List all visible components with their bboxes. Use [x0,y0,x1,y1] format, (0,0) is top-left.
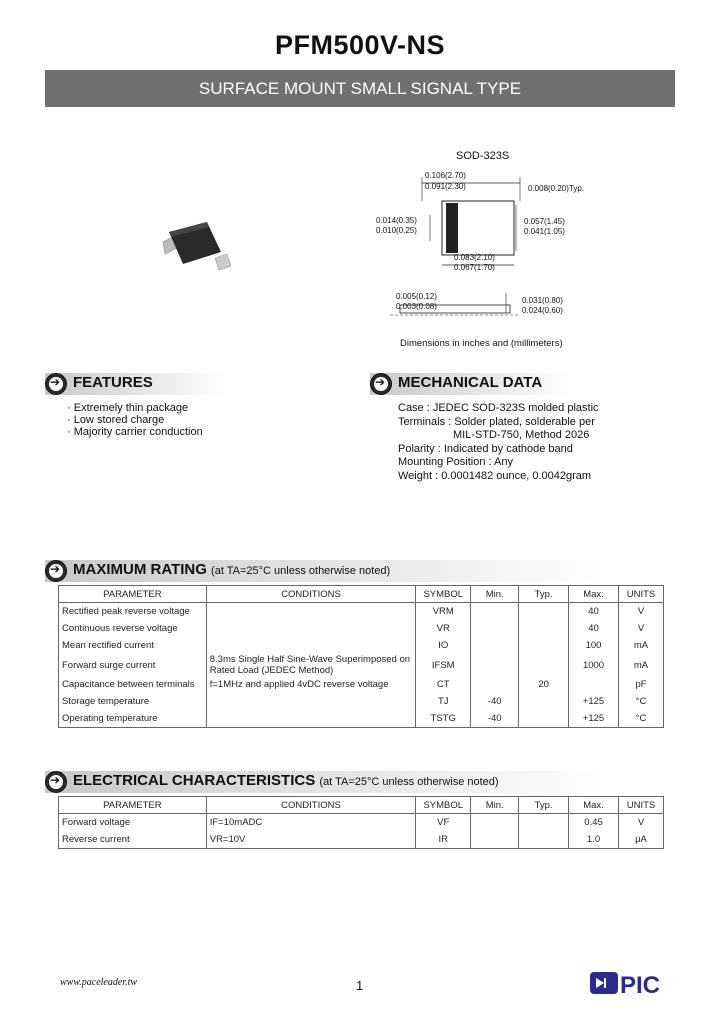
table-cell: Capacitance between terminals [59,676,207,693]
table-row [59,620,664,637]
column-header: SYMBOL [416,586,471,603]
table-cell: IO [416,637,471,654]
dimension-note: Dimensions in inches and (millimeters) [400,338,563,349]
table-cell [519,620,569,637]
table-row [59,603,664,621]
table-cell: °C [618,693,663,710]
max-rating-title [73,561,390,578]
dim-width-max: 0.106(2.70) [425,171,466,180]
table-cell [519,637,569,654]
feature-item: · Low stored charge [67,414,165,426]
logo-text: PIC [620,972,661,998]
table-cell: pF [618,676,663,693]
table-cell: mA [618,654,663,676]
column-header: PARAMETER [59,586,207,603]
dim-side-right-max: 0.031(0.80) [522,296,563,305]
table-cell [206,637,416,654]
logo-diode-bar [604,978,606,988]
table-cell: V [618,620,663,637]
table-cell: +125 [569,693,619,710]
table-cell: Mean rectified current [59,637,207,654]
table-cell [569,676,619,693]
table-cell [206,620,416,637]
pic-logo [588,968,673,998]
table-header-row [59,586,664,603]
mech-line-terminals: Terminals : Solder plated, solderable per [398,415,595,428]
table-cell [471,654,519,676]
feature-item: · Extremely thin package [67,402,189,414]
dim-height-min: 0.041(1.05) [524,227,565,236]
mechanical-title: MECHANICAL DATA [398,374,543,391]
dim-side-right-label [522,296,563,316]
table-cell: f=1MHz and applied 4vDC reverse voltage [206,676,416,693]
table-cell: V [618,814,663,832]
max-rating-note: (at TA=25°C unless otherwise noted) [211,565,391,577]
column-header: UNITS [618,797,663,814]
dim-body-max: 0.083(2.10) [454,253,495,262]
features-header [45,373,345,395]
part-title: PFM500V-NS [274,30,446,60]
table-row [59,693,664,710]
dim-width-label [425,170,466,192]
dim-lead-min: 0.010(0.25) [376,226,417,235]
table-cell: 1.0 [569,831,619,849]
table-cell [519,831,569,849]
table-cell: mA [618,637,663,654]
max-rating-table [58,585,664,728]
feature-item-text: Majority carrier conduction [73,426,203,438]
mech-line-case: Case : JEDEC SOD-323S molded plastic [398,402,599,414]
page-number: 1 [356,978,364,993]
dim-height-max: 0.057(1.45) [524,217,565,226]
dim-side-right-min: 0.024(0.60) [522,306,563,315]
table-cell: V [618,603,663,621]
table-header-row [59,797,664,814]
table-row [59,654,664,676]
pic-logo-icon [588,968,673,998]
table-cell [206,693,416,710]
table-cell: Forward voltage [59,814,207,832]
table-cell: °C [618,710,663,728]
table-cell: 100 [569,637,619,654]
right-lead [215,254,231,270]
column-header: Min. [471,797,519,814]
table-cell: 40 [569,603,619,621]
table-row [59,637,664,654]
table-cell: VR=10V [206,831,416,849]
table-cell [471,831,519,849]
table-cell: μA [618,831,663,849]
electrical-title-text: ELECTRICAL CHARACTERISTICS [73,772,316,789]
dim-side-left-min: 0.003(0.08) [396,302,437,311]
max-rating-header [45,560,675,582]
arrow-circle-icon [45,771,67,793]
dim-width-min: 0.091(2.30) [425,182,466,191]
table-cell [519,710,569,728]
feature-item-text: Extremely thin package [73,402,189,414]
component-photo [155,218,235,273]
table-cell: -40 [471,693,519,710]
feature-item: · Majority carrier conduction [67,426,203,438]
table-cell [471,676,519,693]
electrical-note: (at TA=25°C unless otherwise noted) [319,776,499,788]
electrical-header [45,771,675,793]
electrical-title [73,772,499,789]
column-header: CONDITIONS [206,586,416,603]
table-cell: 40 [569,620,619,637]
dim-side-left-max: 0.005(0.12) [396,292,437,301]
dim-lead-thickness: 0.008(0.20)Typ. [528,184,585,193]
column-header: Max. [569,797,619,814]
dim-body-min: 0.067(1.70) [454,263,495,272]
cathode-band [446,203,458,253]
arrow-circle-icon [370,373,392,395]
features-list [67,402,203,438]
table-row [59,676,664,693]
table-cell: Reverse current [59,831,207,849]
table-cell: +125 [569,710,619,728]
table-cell: Storage temperature [59,693,207,710]
mech-line-mounting: Mounting Position : Any [398,456,513,468]
table-row [59,831,664,849]
table-cell [519,693,569,710]
electrical-table [58,796,664,849]
column-header: UNITS [618,586,663,603]
features-title: FEATURES [73,374,153,391]
table-cell: IF=10mADC [206,814,416,832]
table-cell: 20 [519,676,569,693]
table-cell: Operating temperature [59,710,207,728]
column-header: SYMBOL [416,797,471,814]
feature-item-text: Low stored charge [73,414,165,426]
table-cell: 0.45 [569,814,619,832]
table-cell: TJ [416,693,471,710]
table-cell: Continuous reverse voltage [59,620,207,637]
table-cell: 8.3ms Single Half Sine-Wave Superimposed on Rated Load (JEDEC Method) [206,654,416,676]
column-header: PARAMETER [59,797,207,814]
mech-line-weight: Weight : 0.0001482 ounce, 0.0042gram [398,469,592,482]
table-cell: VF [416,814,471,832]
dim-lead-max: 0.014(0.35) [376,216,417,225]
table-cell [519,814,569,832]
dim-height-label [524,217,565,237]
table-cell [519,654,569,676]
table-cell: -40 [471,710,519,728]
table-cell: IFSM [416,654,471,676]
dim-body-label [454,253,495,273]
column-header: Typ. [519,586,569,603]
subtitle-banner: SURFACE MOUNT SMALL SIGNAL TYPE [45,70,675,107]
package-name: SOD-323S [456,150,510,162]
table-cell: TSTG [416,710,471,728]
mech-line-polarity: Polarity : Indicated by cathode band [398,442,573,455]
table-cell [471,620,519,637]
table-cell [471,603,519,621]
mechanical-header [370,373,670,395]
mech-line-method: MIL-STD-750, Method 2026 [453,429,590,441]
column-header: Max. [569,586,619,603]
table-row [59,710,664,728]
table-cell: 1000 [569,654,619,676]
column-header: Min. [471,586,519,603]
table-cell: VR [416,620,471,637]
table-cell: CT [416,676,471,693]
table-cell: Rectified peak reverse voltage [59,603,207,621]
table-row [59,814,664,832]
table-cell [206,710,416,728]
mechanical-list [398,402,599,483]
table-cell [471,637,519,654]
column-header: Typ. [519,797,569,814]
max-rating-title-text: MAXIMUM RATING [73,561,207,578]
arrow-circle-icon [45,560,67,582]
dim-side-left-label [396,292,437,312]
dim-lead-label [376,216,417,236]
table-cell: Forward surge current [59,654,207,676]
table-cell: IR [416,831,471,849]
table-cell: VRM [416,603,471,621]
footer-url[interactable]: www.paceleader.tw [60,977,138,988]
column-header: CONDITIONS [206,797,416,814]
arrow-circle-icon [45,373,67,395]
table-cell [471,814,519,832]
table-cell [206,603,416,621]
table-cell [519,603,569,621]
